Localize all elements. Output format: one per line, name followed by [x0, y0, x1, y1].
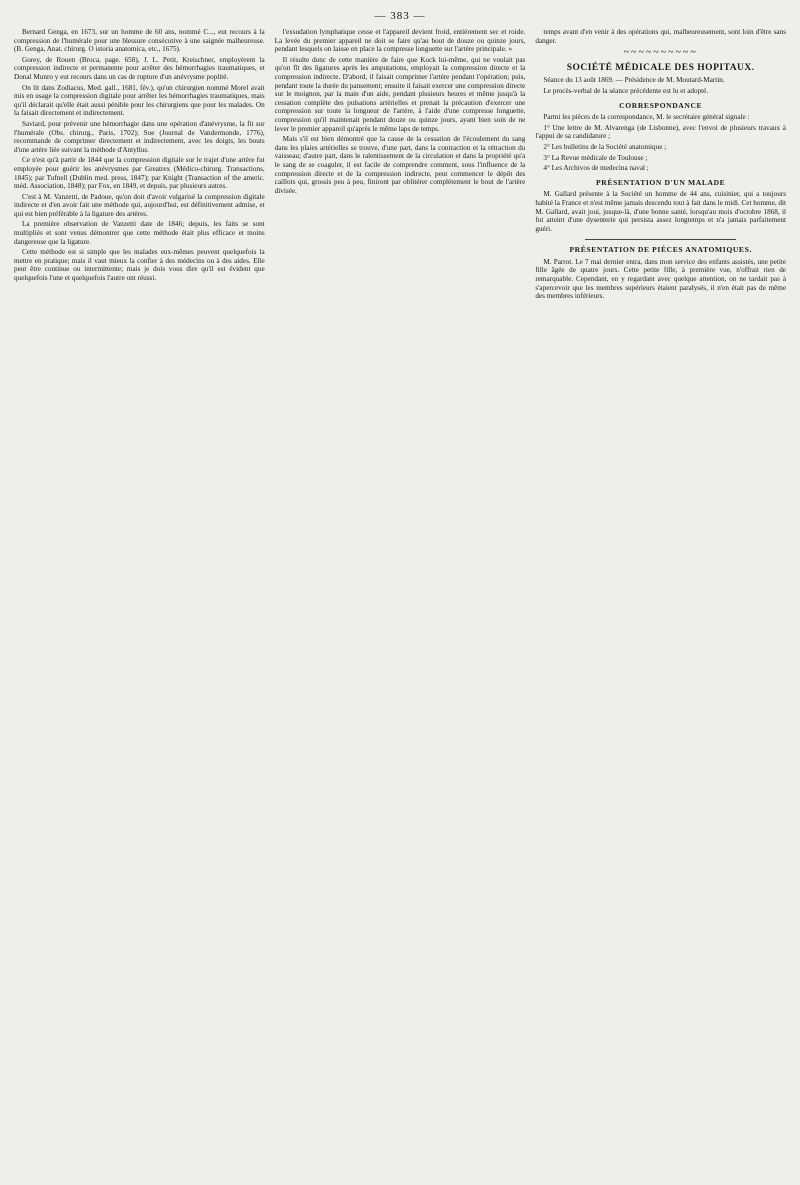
- correspondence-title: CORRESPONDANCE: [619, 100, 703, 110]
- ornament-divider: ~~~~~~~~~~: [623, 47, 698, 59]
- correspondence-text: Parmi les pièces de la correspondance, M. le secrétaire général signale :: [543, 113, 750, 122]
- paragraph: Bernard Genga, en 1673, sur un homme de 60 ans, nommé C..., eut recours à la compression de l'humérale pour une blessure consécutive à une saignée malheureuse. (B. Genga, Anat. chirurg. O istoria anatomica, etc., 1675).: [14, 28, 265, 54]
- presentation-pieces-text: M. Parrot. Le 7 mai dernier entra, dans mon service des enfants assistés, une petite fille âgée de quatre jours. Cette petite fille, à première vue, n'offrait rien de remarquable. Cependant, en y regardant avec quelque attention, on ne tardait pas à s'apercevoir que les membres supérieurs étaient paralysés, il n'en était pas de même des membres inférieurs.: [535, 257, 787, 301]
- presentation-malade-text: M. Gallard présente à la Société un homme de 44 ans, cuisinier, qui a toujours habité la France et n'est même jamais descendu tout à fait dans le midi. Cet homme, dit M. Gallard, avait joui, jusque-là, d'une bonne santé, lorsqu'au mois d'octobre 1868, il fut atteint d'une dysenterie qui persista assez longtemps et n'a jamais parfaitement guéri.: [535, 190, 787, 233]
- column-2: [275, 28, 526, 1178]
- page-number: — 383 —: [374, 10, 426, 22]
- session-line: Séance du 13 août 1869. — Présidence de M. Moutard-Martin.: [543, 76, 725, 85]
- paragraph: On lit dans Zodiacus, Med. gall., 1681, fév.), qu'un chirurgien nommé Morel avait mis en usage la compression digitale pour arrêter les hémorrhagies traumatiques, mais qu'il déclarait qu'elle était aussi pénible pour les chirurgiens que pour les malades. On la faisait directement et indirectement.: [14, 83, 265, 118]
- paragraph: Saviard, pour prévenir une hémorrhagie dans une opération d'anévrysme, la fit sur l'humérale (Obs. chirurg., Paris, 1702); Sue (Journal de Vandermonde, 1776), recommande de comprimer directement et indirectement, avec les doigts, les bouts d'une artère liée suivant la méthode d'Antyllus.: [14, 119, 265, 154]
- list-item: 3° La Revue médicale de Toulouse ;: [543, 153, 648, 162]
- paragraph: C'est à M. Vanzetti, de Padoue, qu'on doit d'avoir vulgarisé la compression digitale indirecte et d'en avoir fait une méthode qui, aujourd'hui, est définitivement admise, et qui est bien préférable à la ligature des artères.: [14, 192, 265, 218]
- paragraph: Il résulte donc de cette manière de faire que Kock lui-même, qui ne voulait pas qu'on fît des ligatures après les amputations, employait la compression directe et la compression indirecte. D'abord, il faisait comprimer l'artère pendant l'opération; puis, pendant toute la durée du pansement; ensuite il faisait exercer une compression directe sur le moignon, par la main d'un aide, pendant plusieurs heures et même jusqu'à la cessation complète des pulsations artérielles et prenait la précaution d'exercer une compression sur toute la longueur de l'artère, à l'aide d'une compresse longuette, compression qu'il maintenait pendant douze ou quinze jours, ayant bien soin de ne lever le premier appareil qu'après le même laps de temps.: [274, 55, 526, 133]
- minutes-line: Le procès-verbal de la séance précédente est lu et adopté.: [543, 86, 709, 95]
- paragraph: Cette méthode est si simple que les malades eux-mêmes peuvent quelquefois la mettre en pratique; mais il vaut mieux la confier à des médecins ou à des aides. Elle peut être continue ou intermittente; mais je dois vous dire qu'il est évident que quelquefois l'une et quelquefois l'autre ont réussi.: [14, 248, 265, 283]
- paragraph: Ce n'est qu'à partir de 1844 que la compression digitale sur le trajet d'une artère fut employée pour guérir les anévrysmes par Greatrex (Médico-chirurg. Transactions, 1845); par Tufnell (Dublin med. press, 1847); par Knight (Transaction of the americ. méd. Association, 1848); par Fox, en 1849, et depuis, par plusieurs autres.: [14, 156, 265, 191]
- paragraph: La première observation de Vanzetti date de 1846; depuis, les faits se sont multipliés et sont venus démontrer que cette méthode était plus efficace et moins dangereuse que la ligature.: [14, 220, 265, 246]
- list-item: 1° Une lettre de M. Alvarenga (de Lisbonne), avec l'envoi de plusieurs travaux à l'appui de sa candidature ;: [535, 123, 787, 141]
- paragraph: temps avant d'en venir à des opérations qui, malheureusement, sont loin d'être sans danger.: [535, 28, 787, 45]
- column-3: [535, 28, 786, 1178]
- paragraph: Mais s'il est bien démontré que la cause de la cessation de l'écoulement du sang dans les plaies artérielles se trouve, d'une part, dans la contraction et la rétraction du vaisseau; d'autre part, dans le ralentissement de la circulation et dans la propriété qu'a le sang de se coaguler, il est facile de comprendre comment, sous l'influence de la compression directe et de la compression indirecte, peut commencer le dépôt des caillots qui, grossis peu à peu, finiront par oblitérer complètement le bout de l'artère divisée.: [274, 135, 526, 195]
- presentation-pieces-title: PRÉSENTATION DE PIÈCES ANATOMIQUES.: [569, 245, 752, 255]
- paragraph: l'exsudation lymphatique cesse et l'appareil devient froid, entièrement sec et roide. La levée du premier appareil ne doit se faire qu'au bout de douze ou quinze jours, pendant lesquels on laisse en place la compresse longuette sur l'artère principale. »: [274, 28, 526, 54]
- list-item: 2° Les bulletins de la Société anatomique ;: [543, 142, 667, 151]
- paragraph: Gorey, de Rouen (Broca, page. 658), J. L. Petit, Kreischner, employèrent la compression indirecte et permanente pour arrêter des hémorrhagies traumatiques, et Donal Munro y eut recours dans un cas de rupture d'un anévrysme poplité.: [14, 55, 265, 81]
- society-title: SOCIÉTÉ MÉDICALE DES HOPITAUX.: [566, 62, 755, 73]
- column-1: [14, 28, 265, 1178]
- section-divider: [585, 239, 735, 240]
- presentation-malade-title: PRÉSENTATION D'UN MALADE: [596, 177, 726, 187]
- list-item: 4° Les Archivos de medecina naval ;: [543, 164, 649, 173]
